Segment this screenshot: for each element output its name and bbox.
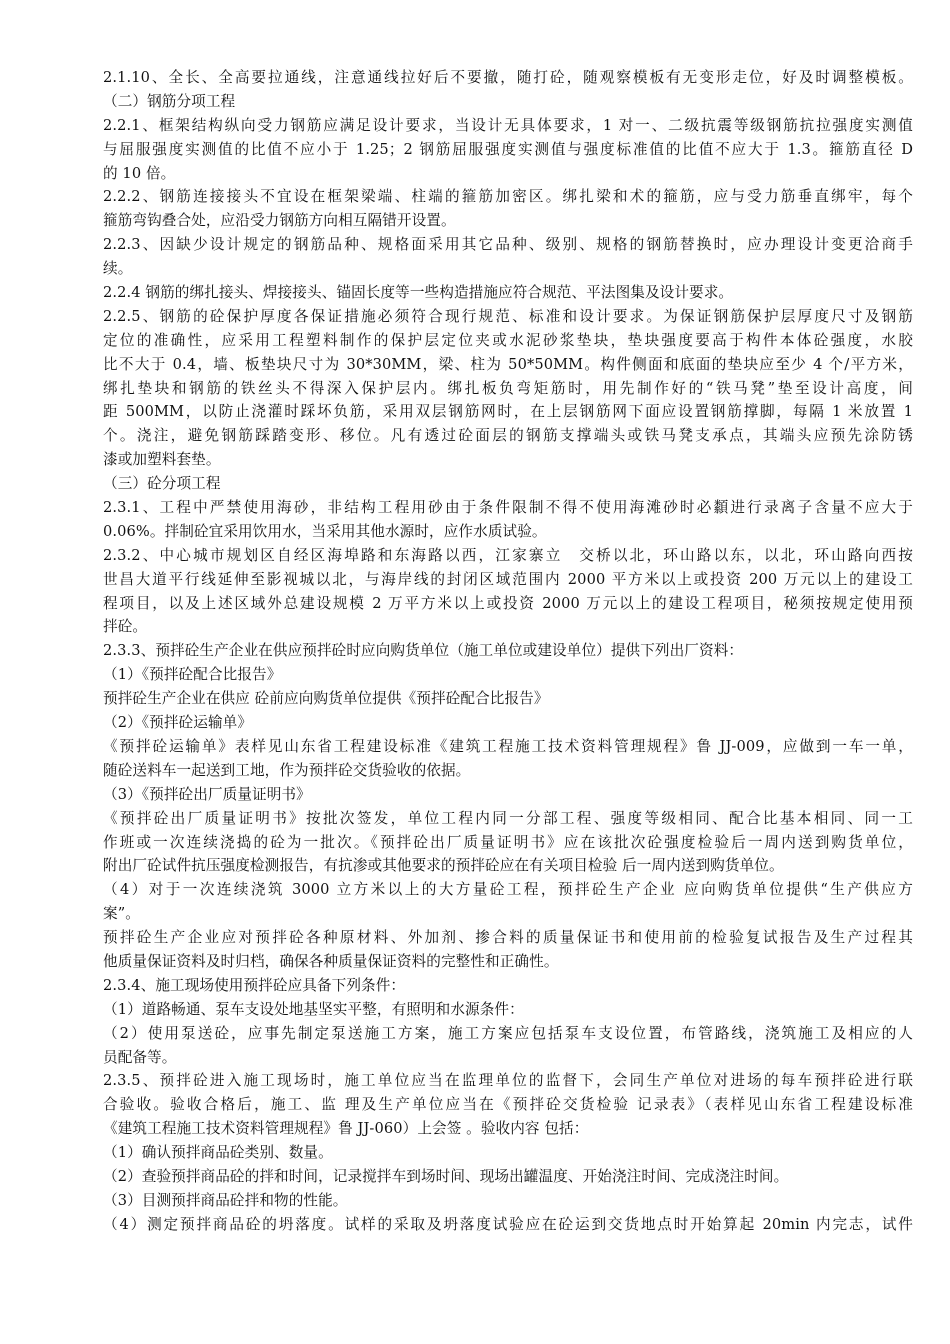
text-line: （三）砼分项工程 [103, 475, 221, 493]
text-line: 与屈服强度实测值的比值不应小于 1.25；2 钢筋屈服强度实测值与强度标准值的比值不应大于 1.3。箍筋直径 D [103, 140, 913, 158]
text-line: 拌砼。 [103, 618, 148, 636]
text-line: 2.3.3、预拌砼生产企业在供应预拌砼时应向购货单位（施工单位或建设单位）提供下列出厂资料： [103, 642, 744, 660]
text-line: 0.06%。拌制砼宜采用饮用水，当采用其他水源时，应作水质试验。 [103, 522, 547, 540]
text-line: 2.3.2、中心城市规划区自经区海埠路和东海路以西，江家寨立 交桥以北，环山路以东，以北，环山路向西按 [103, 546, 913, 564]
text-line: （3）目测预拌商品砼拌和物的性能。 [103, 1191, 348, 1209]
text-line: 绑扎垫块和钢筋的铁丝头不得深入保护层内。绑扎板负弯矩筋时，用先制作好的“铁马凳”垫至设计高度，间 [103, 379, 913, 397]
text-line: （1）确认预拌商品砼类别、数量。 [103, 1144, 333, 1162]
text-line: 2.2.4 钢筋的绑扎接头、焊接接头、锚固长度等一些构造措施应符合规范、平法图集及设计要求。 [103, 284, 734, 302]
text-line: 定位的准确性，应采用工程塑料制作的保护层定位夹或水泥砂浆垫块，垫块强度要高于构件本体砼强度，水胶 [103, 331, 913, 349]
text-line: 程项目，以及上述区域外总建设规模 2 万平方米以上或投资 2000 万元以上的建设工程项目，秘须按规定使用预 [103, 594, 913, 612]
text-line: 随砼送料车一起送到工地，作为预拌砼交货验收的依据。 [103, 761, 471, 779]
text-line: （3）《预拌砼出厂质量证明书》 [103, 785, 311, 803]
text-line: 附出厂砼试件抗压强度检测报告，有抗渗或其他要求的预拌砼应在有关项目检验 后一周内送到购货单位。 [103, 857, 784, 875]
text-line: 预拌砼生产企业在供应 砼前应向购货单位提供《预拌砼配合比报告》 [103, 690, 549, 708]
text-line: 的 10 倍。 [103, 164, 176, 182]
text-line: 距 500MM，以防止浇灌时踩坏负筋，采用双层钢筋网时，在上层钢筋网下面应设置钢筋撑脚，每隔 1 米放置 1 [103, 403, 913, 421]
text-line: 2.3.4、施工现场使用预拌砼应具备下列条件： [103, 976, 406, 994]
text-line: 箍筋弯钩叠合处，应沿受力钢筋方向相互隔错开设置。 [103, 212, 456, 230]
text-line: 《建筑工程施工技术资料管理规程》鲁 JJ-060）上会签 。验收内容 包括： [103, 1120, 589, 1138]
text-line: 《预拌砼运输单》表样见山东省工程建设标准《建筑工程施工技术资料管理规程》鲁 JJ-009，应做到一车一单， [103, 737, 913, 755]
text-line: 漆或加塑料套垫。 [103, 451, 221, 469]
text-line: （2）《预拌砼运输单》 [103, 714, 253, 732]
text-line: 2.3.5、预拌砼进入施工现场时，施工单位应当在监理单位的监督下，会同生产单位对进场的每车预拌砼进行联 [103, 1072, 913, 1090]
text-line: 个。浇注，避免钢筋踩踏变形、移位。凡有透过砼面层的钢筋支撑端头或铁马凳支承点，其端头应预先涂防锈 [103, 427, 913, 445]
text-line: （1）《预拌砼配合比报告》 [103, 666, 282, 684]
text-line: 续。 [103, 260, 133, 278]
text-line: 案”。 [103, 905, 140, 923]
text-line: 2.2.2、钢筋连接接头不宜设在框架梁端、柱端的箍筋加密区。绑扎梁和术的箍筋，应与受力筋垂直绑牢，每个 [103, 188, 913, 206]
text-line: 2.2.3、因缺少设计规定的钢筋品种、规格面采用其它品种、级别、规格的钢筋替换时，应办理设计变更洽商手 [103, 236, 913, 254]
document-page [103, 66, 913, 1237]
text-line: 合验收。验收合格后，施工、监 理及生产单位应当在《预拌砼交货检验 记录表》（表样见山东省工程建设标准 [103, 1096, 913, 1114]
text-line: （4）对于一次连续浇筑 3000 立方米以上的大方量砼工程，预拌砼生产企业 应向购货单位提供“生产供应方 [103, 881, 913, 899]
text-line: 2.3.1、工程中严禁使用海砂，非结构工程用砂由于条件限制不得不使用海滩砂时必纇进行录离子含量不应大于 [103, 499, 913, 517]
text-line: 员配备等。 [103, 1048, 177, 1066]
text-line: （2）使用泵送砼，应事先制定泵送施工方案，施工方案应包括泵车支设位置，布管路线，浇筑施工及相应的人 [103, 1024, 913, 1042]
text-line: 2.2.1、框架结构纵向受力钢筋应满足设计要求，当设计无具体要求，1 对一、二级抗震等级钢筋抗拉强度实测值 [103, 116, 913, 134]
text-line: （二）钢筋分项工程 [103, 92, 236, 110]
text-line: （1）道路畅通、泵车支设处地基坚实平整，有照明和水源条件： [103, 1000, 524, 1018]
text-line: （4）测定预拌商品砼的坍落度。试样的采取及坍落度试验应在砼运到交货地点时开始算起 20min 内完志，试件 [103, 1215, 913, 1233]
text-line: 世昌大道平行线延伸至影视城以北，与海岸线的封闭区域范围内 2000 平方米以上或投资 200 万元以上的建设工 [103, 570, 913, 588]
text-line: 作班或一次连续浇捣的砼为一批次。《预拌砼出厂质量证明书》应在该批次砼强度检验后一周内送到购货单位， [103, 833, 913, 851]
text-line: 2.1.10、全长、全高要拉通线，注意通线拉好后不要撤，随打砼，随观察模板有无变形走位，好及时调整模板。 [103, 69, 913, 86]
text-line: （2）查验预拌商品砼的拌和时间，记录搅拌车到场时间、现场出罐温度、开始浇注时间、完成浇注时间。 [103, 1167, 789, 1185]
text-line: 他质量保证资料及时归档，确保各种质量保证资料的完整性和正确性。 [103, 952, 559, 970]
text-line: 《预拌砼出厂质量证明书》按批次签发，单位工程内同一分部工程、强度等级相同、配合比基本相同、同一工 [103, 809, 913, 827]
text-line: 2.2.5、钢筋的砼保护厚度各保证措施必须符合现行规范、标准和设计要求。为保证钢筋保护层厚度尺寸及钢筋 [103, 307, 913, 325]
text-line: 比不大于 0.4，墙、板垫块尺寸为 30*30MM，梁、柱为 50*50MM。构件侧面和底面的垫块应至少 4 个/平方米， [103, 355, 913, 373]
text-line: 预拌砼生产企业应对预拌砼各种原材料、外加剂、掺合料的质量保证书和使用前的检验复试报告及生产过程其 [103, 929, 913, 947]
